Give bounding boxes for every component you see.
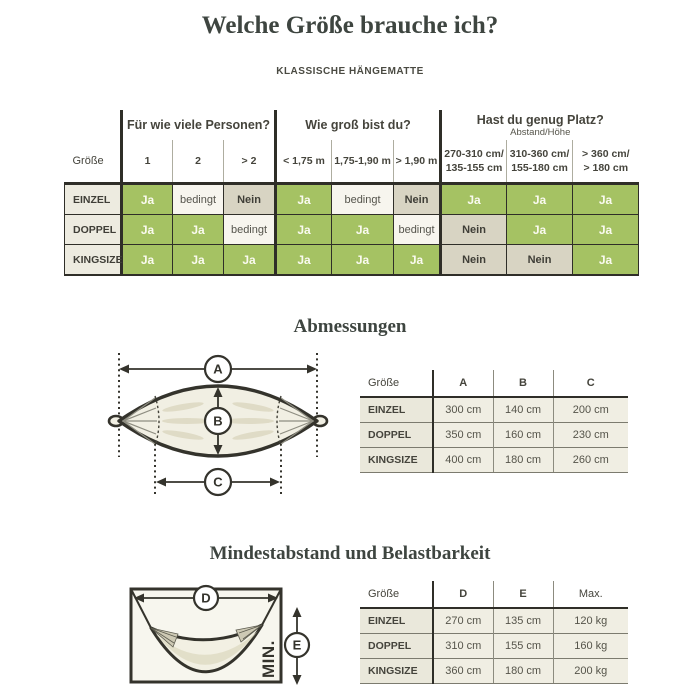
page-subtitle: KLASSISCHE HÄNGEMATTE: [276, 66, 424, 77]
availability-cell: Ja: [173, 245, 224, 276]
value-cell: 350 cm: [433, 423, 493, 448]
availability-cell: Ja: [573, 184, 639, 215]
value-cell: 160 cm: [493, 423, 553, 448]
col-header: E: [493, 581, 553, 608]
row-label: DOPPEL: [360, 423, 433, 448]
table-row: [360, 448, 628, 473]
availability-cell: Nein: [441, 245, 507, 276]
availability-cell: bedingt: [332, 184, 394, 215]
row-label: DOPPEL: [360, 634, 433, 659]
row-label: KINGSIZE: [360, 448, 433, 473]
value-cell: 155 cm: [493, 634, 553, 659]
header-row: [360, 370, 628, 397]
section-title-clearance: Mindestabstand und Belastbarkeit: [209, 543, 491, 564]
value-cell: 400 cm: [433, 448, 493, 473]
hammock-top-view-diagram: [103, 351, 343, 501]
value-cell: 135 cm: [493, 608, 553, 634]
availability-cell: Nein: [441, 215, 507, 245]
availability-cell: Nein: [394, 184, 441, 215]
value-cell: 180 cm: [493, 659, 553, 684]
availability-cell: bedingt: [173, 184, 224, 215]
availability-cell: Ja: [122, 184, 173, 215]
dimensions-table: [360, 370, 628, 473]
col-header: > 360 cm/ > 180 cm: [573, 140, 639, 184]
value-cell: 140 cm: [493, 397, 553, 423]
col-header: > 2: [224, 140, 276, 184]
value-cell: 200 cm: [553, 397, 628, 423]
min-label: MIN.: [259, 640, 278, 678]
arrow-e: [285, 607, 309, 685]
row-label: KINGSIZE: [65, 245, 122, 276]
corner-spacer: [65, 110, 122, 140]
value-cell: 230 cm: [553, 423, 628, 448]
value-cell: 180 cm: [493, 448, 553, 473]
col-header: C: [553, 370, 628, 397]
corner-label: Größe: [65, 140, 122, 184]
value-cell: 360 cm: [433, 659, 493, 684]
group-title: Hast du genug Platz?: [476, 112, 604, 127]
group-title: Wie groß bist du?: [305, 118, 411, 132]
col-header: 270-310 cm/ 135-155 cm: [441, 140, 507, 184]
page-title: Welche Größe brauche ich?: [201, 12, 499, 39]
clearance-table: [360, 581, 628, 684]
table-row: [360, 423, 628, 448]
availability-cell: bedingt: [394, 215, 441, 245]
hammock-side-view-diagram: [116, 579, 351, 697]
group-header-space: [441, 110, 639, 140]
col-header: Größe: [360, 581, 433, 608]
value-cell: 200 kg: [553, 659, 628, 684]
availability-cell: Ja: [122, 215, 173, 245]
group-subtitle: Abstand/Höhe: [510, 126, 571, 138]
label-d: D: [201, 590, 211, 606]
col-header: Größe: [360, 370, 433, 397]
group-header-row: [65, 110, 639, 140]
availability-cell: Ja: [507, 184, 573, 215]
table-row-kingsize: [65, 245, 639, 276]
availability-cell: Nein: [507, 245, 573, 276]
label-b: B: [213, 413, 223, 429]
availability-cell: bedingt: [224, 215, 276, 245]
availability-cell: Ja: [276, 245, 332, 276]
availability-cell: Ja: [441, 184, 507, 215]
availability-cell: Nein: [224, 184, 276, 215]
col-header: < 1,75 m: [276, 140, 332, 184]
value-cell: 270 cm: [433, 608, 493, 634]
availability-cell: Ja: [173, 215, 224, 245]
value-cell: 260 cm: [553, 448, 628, 473]
col-header: > 1,90 m: [394, 140, 441, 184]
row-label: EINZEL: [360, 397, 433, 423]
availability-cell: Ja: [573, 245, 639, 276]
group-header-persons: [122, 110, 276, 140]
col-header: Max.: [553, 581, 628, 608]
col-header: D: [433, 581, 493, 608]
availability-cell: Ja: [332, 215, 394, 245]
row-label: EINZEL: [65, 184, 122, 215]
availability-cell: Ja: [573, 215, 639, 245]
col-header: 1,75-1,90 m: [332, 140, 394, 184]
group-header-height: [276, 110, 441, 140]
label-a: A: [213, 361, 223, 377]
availability-cell: Ja: [507, 215, 573, 245]
sizing-table: [64, 110, 639, 276]
row-label: EINZEL: [360, 608, 433, 634]
availability-cell: Ja: [122, 245, 173, 276]
availability-cell: Ja: [276, 215, 332, 245]
row-label: DOPPEL: [65, 215, 122, 245]
table-row: [360, 397, 628, 423]
availability-cell: Ja: [332, 245, 394, 276]
column-header-row: [65, 140, 639, 184]
value-cell: 310 cm: [433, 634, 493, 659]
table-row: [360, 634, 628, 659]
value-cell: 160 kg: [553, 634, 628, 659]
group-title: Für wie viele Personen?: [126, 118, 271, 132]
col-header: 2: [173, 140, 224, 184]
availability-cell: Ja: [224, 245, 276, 276]
header-row: [360, 581, 628, 608]
availability-cell: Ja: [276, 184, 332, 215]
row-label: KINGSIZE: [360, 659, 433, 684]
value-cell: 120 kg: [553, 608, 628, 634]
table-row-doppel: [65, 215, 639, 245]
table-row: [360, 608, 628, 634]
col-header: A: [433, 370, 493, 397]
availability-cell: Ja: [394, 245, 441, 276]
value-cell: 300 cm: [433, 397, 493, 423]
table-row-einzel: [65, 184, 639, 215]
col-header: 310-360 cm/ 155-180 cm: [507, 140, 573, 184]
table-row: [360, 659, 628, 684]
col-header: B: [493, 370, 553, 397]
section-title-dimensions: Abmessungen: [293, 316, 407, 337]
dimension-label-badges: [205, 356, 231, 495]
label-e: E: [292, 637, 302, 653]
col-header: 1: [122, 140, 173, 184]
label-c: C: [213, 474, 223, 490]
